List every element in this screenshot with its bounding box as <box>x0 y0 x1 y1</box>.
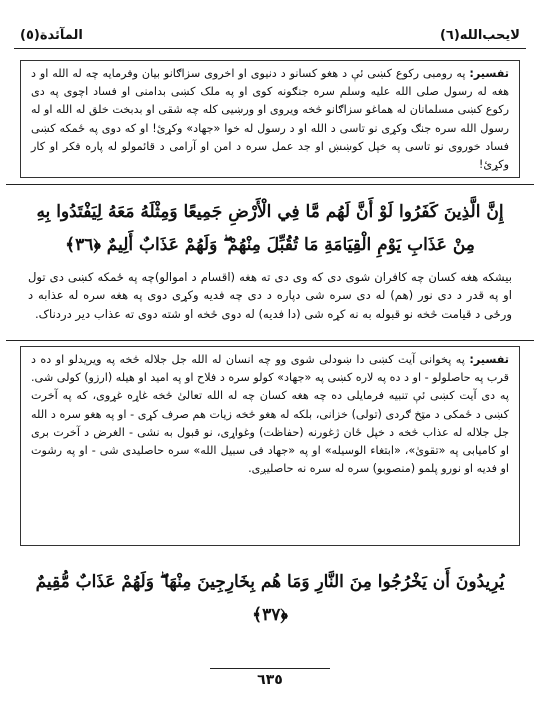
ayah-36: إِنَّ الَّذِينَ كَفَرُوا لَوْ أَنَّ لَهُم مَّا فِي الْأَرْضِ جَمِيعًا وَمِثْلَهُ مَعَهُ لِيَفْتَدُوا بِهِ مِنْ عَذَابِ يَوْمِ الْقِيَامَةِ مَا تُقُبِّلَ مِنْهُمْ ۖ وَلَهُمْ عَذَابٌ أَلِيمٌ ﴿٣٦﴾ <box>36 202 504 255</box>
page-number: ٦٣٥ <box>257 672 283 688</box>
tafsir-box-2 <box>20 346 520 546</box>
tafsir-text: په رومبی رکوع کښی ئې د هغو کسانو د دنیوی او اخروی سزاګانو بیان وفرمایه چه له الله او د هغه له رسول صلی الله علیه وسلم سره جنګونه کوی او په ملک کښی بدامنی او فساد اچوی په دی رکوع کښی مسلمانان له هماغو سزاګانو څخه ویروی او ورښیی کله چه شقی او بدبخت خلق له الله او له رسول الله سره جنګ وکړی نو تاسی د الله او د رسول له خوا «جهاد» وکړئ! او که دوی په ځمکه کښی فساد خوروی نو تاسی په خپل کوښښ او جد عمل سره د امن او آرامی د قائمولو له پاره فکر او کار وکړئ! <box>31 67 509 172</box>
divider-rule <box>6 340 534 341</box>
divider-rule <box>6 184 534 185</box>
header-juz-title: لایحب‌الله(٦) <box>439 28 520 43</box>
header-surah-title: المآئدة(٥) <box>20 28 83 43</box>
ayah-37: يُرِيدُونَ أَن يَخْرُجُوا مِنَ النَّارِ وَمَا هُم بِخَارِجِينَ مِنْهَا ۖ وَلَهُمْ عَذَابٌ مُّقِيمٌ ﴿٣٧﴾ <box>35 572 505 625</box>
tafsir-label: تفسیر: <box>469 67 509 80</box>
tafsir-text: په پخوانی آیت کښی دا ښودلی شوی وو چه انسان له الله جل جلاله څخه په ویریدلو او ده د قرب په حاصلولو - او د ده په لاره کښی په «جهاد» کولو سره د فلاح او په امید او هیله (ارزو) کولی شی. په دی آیت کښی ئې تنبیه فرمایلی ده چه هغه کسان چه له الله تعالیٰ څخه غاړه غړوی، که په آخرت کښی د ځمکی د مټخ ګردی (تولی) خزانی، بلکه له هغو څخه زیات هم صرف کړی - او په هغو سره د الله جل جلاله له عذاب څخه د خپل ځان ژغورنه (حفاظت) وغواړی، نو قبول به نشی - الغرض د آخرت بری او کامیابی په «تقویٰ»، «ابتغاء الوسیله» او په «جهاد فی سبیل الله» سره حاصلیدی شی - او په رشوت او فدیه او نورو پلمو (منصوبو) سره له سره نه حاصلیږی. <box>30 353 509 476</box>
page-number-rule <box>210 668 330 669</box>
tafsir-box-1 <box>20 60 520 178</box>
translation-text: بیشکه هغه کسان چه کافران شوی دی که وی دی ته هغه (اقسام د اموالو)چه په ځمکه کښی دی تول او په قدر د دی نور (هم) له دی سره شی دپاره د دی چه فدیه وکړی دوی په هغه سره له عذابه د ورځی د قیامت څخه نو قبوله به نه کړه شی (دا فدیه) له دوی څخه او شته دوی ته عذاب دیر دردناک. <box>28 270 512 321</box>
running-header <box>14 26 526 49</box>
tafsir-label: تفسیر: <box>469 353 509 366</box>
